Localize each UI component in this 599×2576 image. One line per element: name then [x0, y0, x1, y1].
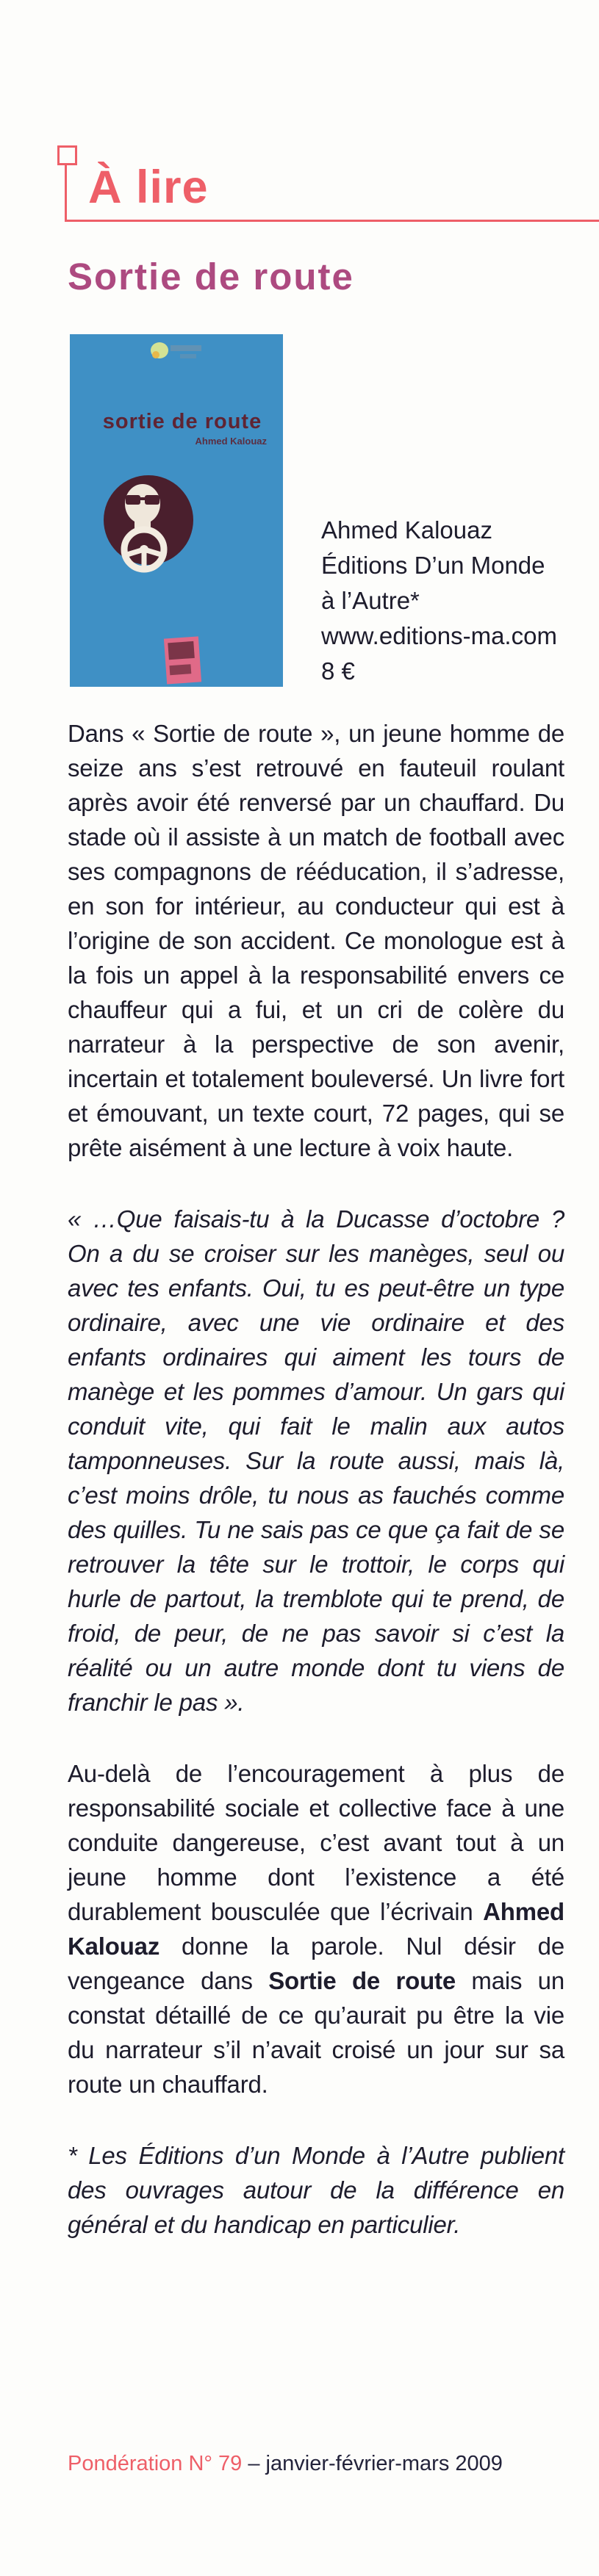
article-title: Sortie de route [68, 256, 354, 297]
cover-title: sortie de route [102, 410, 262, 433]
cover-author: Ahmed Kalouaz [195, 436, 267, 447]
paragraph: Au-delà de l’encouragement à plus de responsabilité sociale et collective face à une conduite dangereuse, c’est avant tout à un jeune homme dont l’existence a été durablement bousculée que l’écrivain Ahmed Kalouaz donne la parole. Nul désir de vengeance dans Sortie de route mais un constat détaillé de ce qu’aurait pu être la vie du narrateur s’il n’avait croisé un jour sur sa route un chauffard. [68, 1760, 564, 2098]
paragraph-italic: * Les Éditions d’un Monde à l’Autre publient des ouvrages autour de la différence en général et du handicap en particulier. [68, 2142, 564, 2238]
book-publisher-line2: à l’Autre* [321, 587, 420, 614]
book-author: Ahmed Kalouaz [321, 516, 492, 544]
paragraph-italic: « …Que faisais-tu à la Ducasse d’octobre ? On a du se croiser sur les manèges, seul ou avec tes enfants. Oui, tu es peut-être un type ordinaire, avec une vie ordinaire et des enfants ordinaires qui aiment les tours de manège et les pommes d’amour. Un gars qui conduit vite, qui fait le malin aux autos tamponneuses. Sur la route aussi, mais là, c’est moins drôle, tu nous as fauchés comme des quilles. Tu ne sais pas ce que ça fait de se retrouver la tête sur le trottoir, le corps qui hurle de partout, la tremblote qui te prend, de froid, de peur, de ne pas savoir si c’est la réalité ou un autre monde dont tu viens de franchir le pas ». [68, 1205, 564, 1716]
footer-issue: Pondération N° 79 [68, 2452, 243, 2475]
section-title: À lire [88, 162, 209, 213]
rubric-vertical-rule [65, 164, 67, 221]
book-info [321, 513, 557, 689]
book-publisher-line1: Éditions D’un Monde [321, 552, 545, 579]
page-footer [68, 2450, 503, 2477]
book-publisher-url: www.editions-ma.com [321, 622, 557, 649]
footer-date: – janvier-février-mars 2009 [248, 2452, 503, 2475]
stamp-icon [164, 636, 201, 684]
rubric-square-icon [57, 145, 77, 165]
book-price: 8 € [321, 657, 355, 685]
paragraph: Dans « Sortie de route », un jeune homme de seize ans s’est retrouvé en fauteuil roulant après avoir été renversé par un chauffard. Du stade où il assiste à un match de football avec ses compagnons de rééducation, il s’adresse, en son for intérieur, au conducteur qui est à l’origine de son accident. Ce monologue est à la fois un appel à la responsabilité envers ce chauffeur qui a fui, et un cri de colère du narrateur à la perspective de son avenir, incertain et totalement bouleversé. Un livre fort et émouvant, un texte court, 72 pages, qui se prête aisément à une lecture à voix haute. [68, 720, 564, 1161]
book-cover [70, 334, 283, 687]
rubric-horizontal-rule [65, 220, 599, 222]
book-cover-image [70, 334, 283, 687]
article-paragraphs [68, 716, 564, 2242]
